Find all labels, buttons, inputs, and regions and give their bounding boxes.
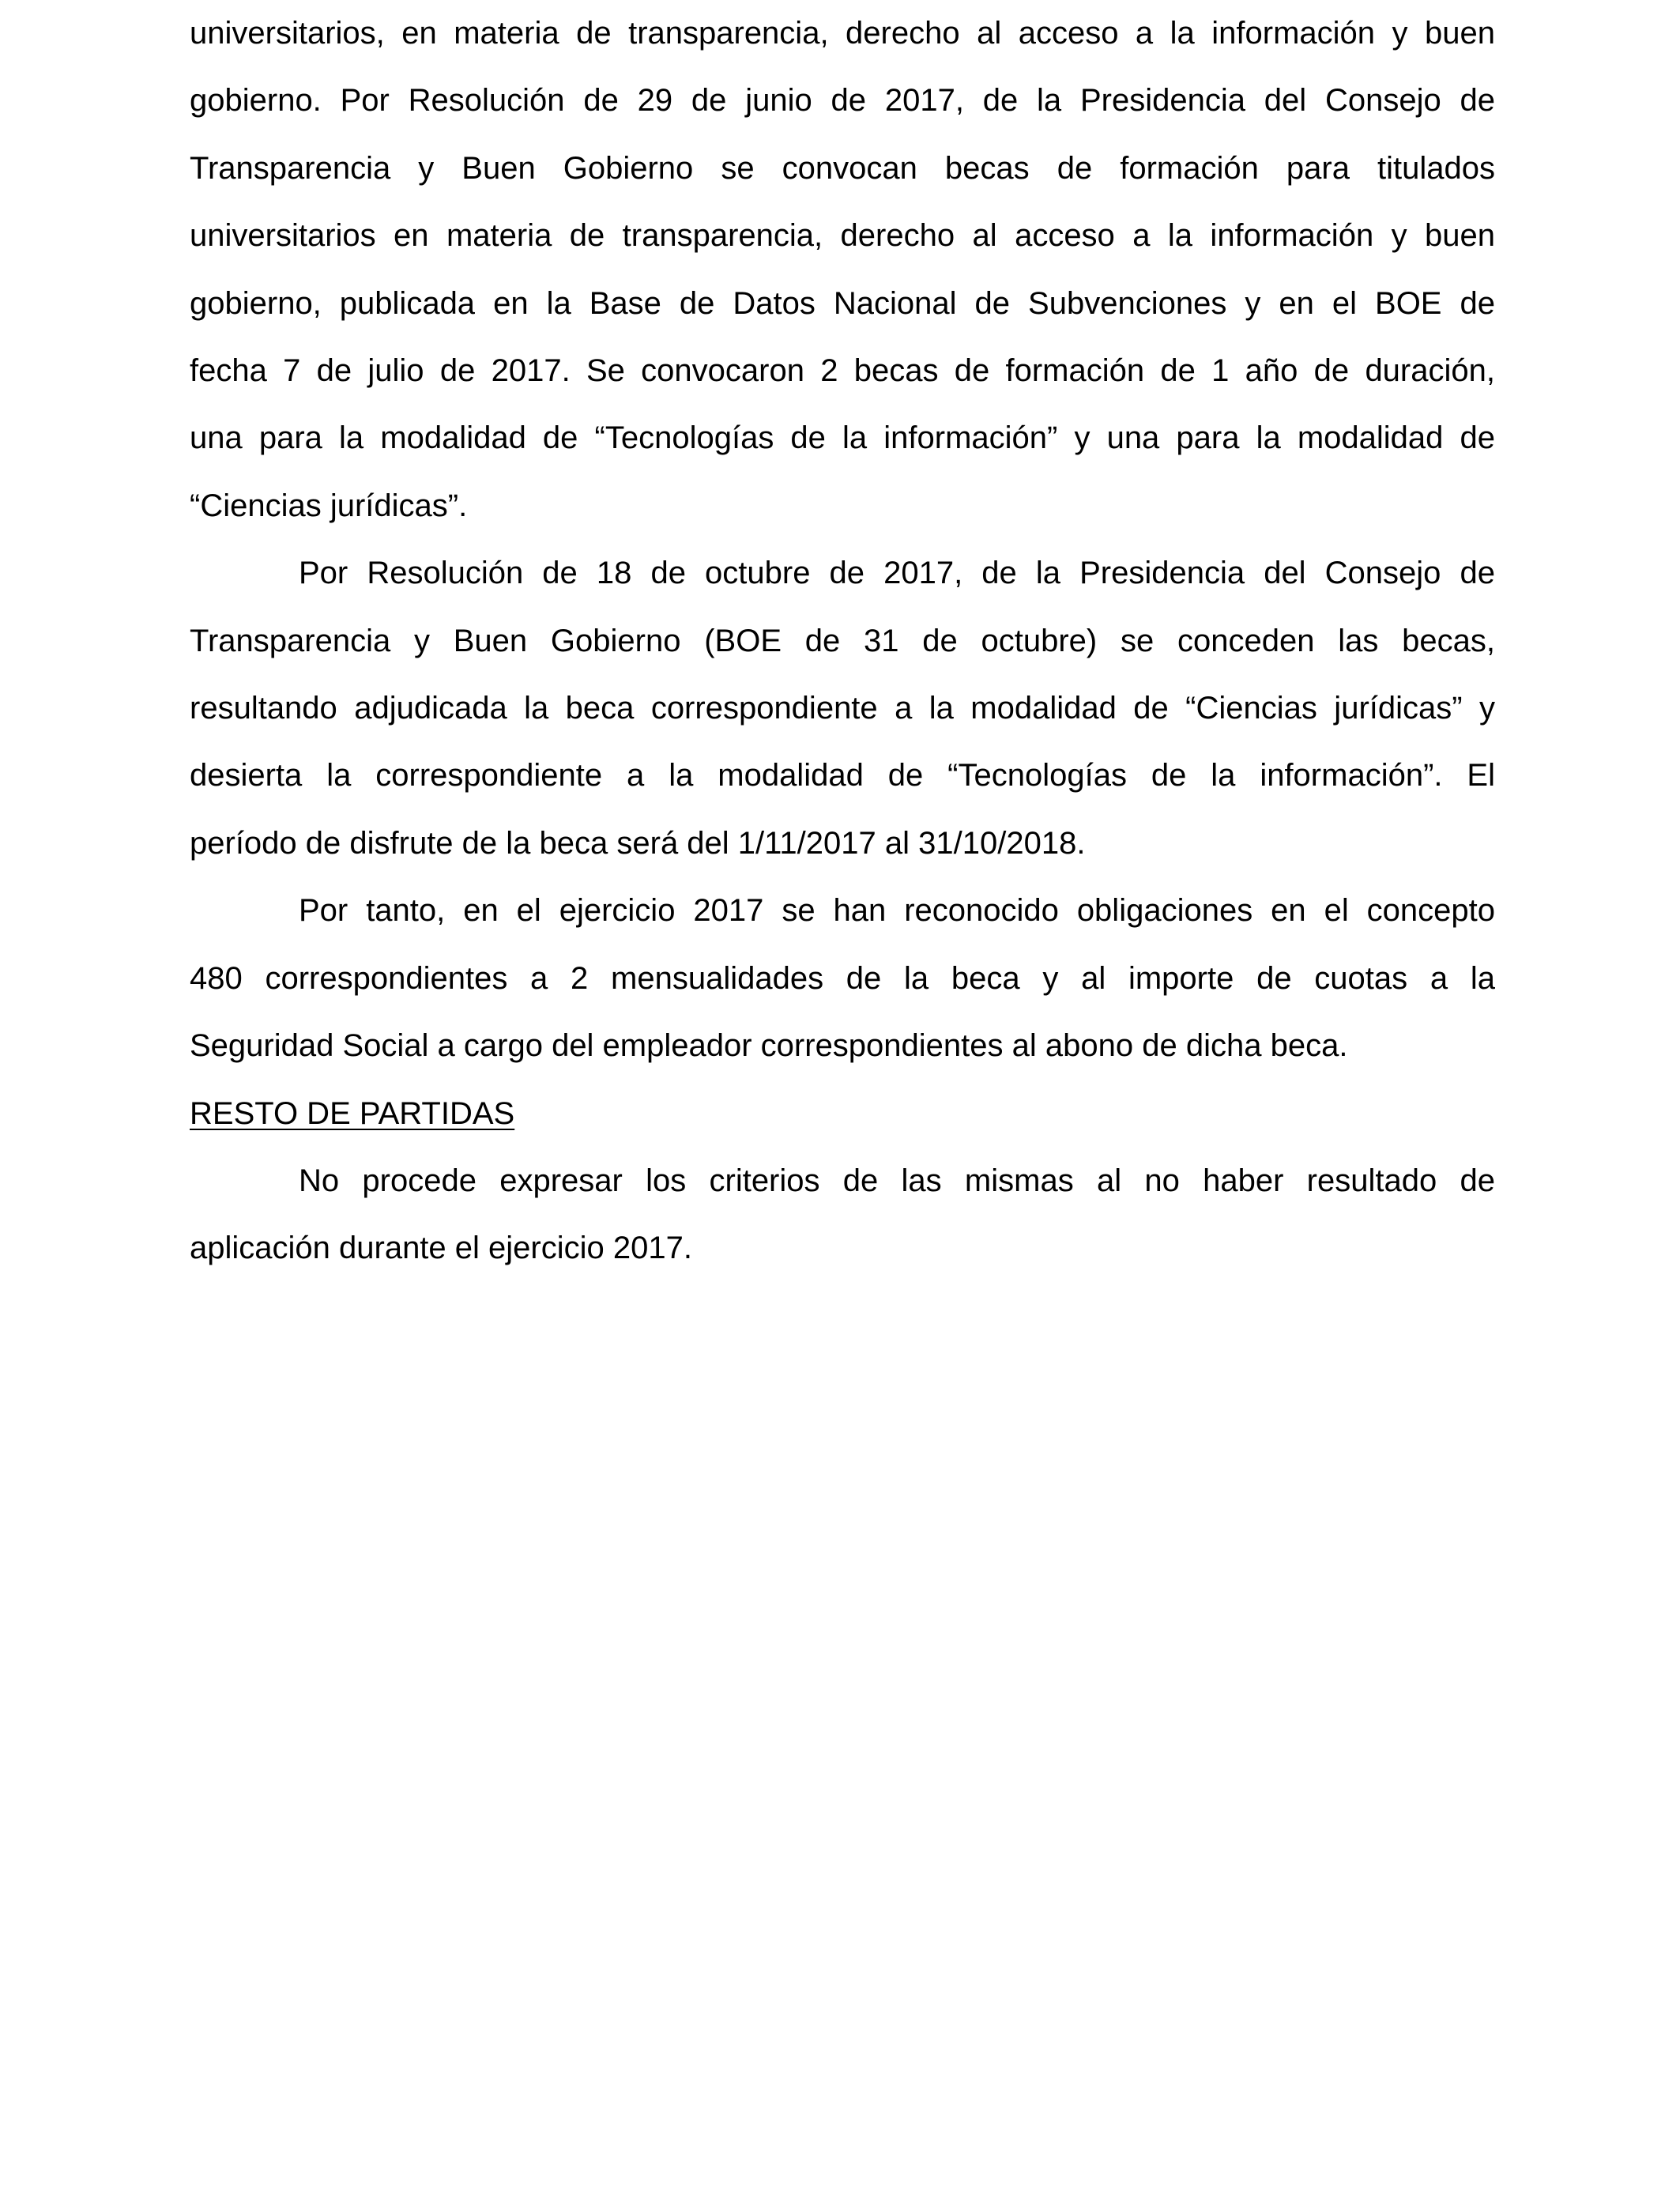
text-line: período de disfrute de la beca será del 1/11/2017 al 31/10/2018.: [190, 825, 1086, 861]
text-line: 480 correspondientes a 2 mensualidades de la beca y al importe de cuotas a la: [190, 960, 1495, 996]
text-line: Transparencia y Buen Gobierno (BOE de 31 de octubre) se conceden las becas,: [190, 623, 1495, 658]
paragraph-resto-partidas: [190, 1148, 1495, 1283]
text-line: fecha 7 de julio de 2017. Se convocaron 2 becas de formación de 1 año de duración,: [190, 353, 1495, 389]
text-line: gobierno, publicada en la Base de Datos Nacional de Subvenciones y en el BOE de: [190, 285, 1495, 321]
text-line: aplicación durante el ejercicio 2017.: [190, 1231, 692, 1266]
text-line: universitarios, en materia de transparencia, derecho al acceso a la información y buen: [190, 16, 1495, 51]
text-line: No procede expresar los criterios de las mismas al no haber resultado de: [299, 1163, 1495, 1198]
paragraph-becas-concesion: [190, 540, 1495, 877]
document-body: [190, 0, 1495, 1283]
text-line: “Ciencias jurídicas”.: [190, 488, 468, 523]
section-heading-resto-de-partidas: RESTO DE PARTIDAS: [190, 1095, 515, 1131]
text-line: universitarios en materia de transparencia, derecho al acceso a la información y buen: [190, 218, 1495, 254]
paragraph-becas-convocatoria: [190, 0, 1495, 540]
text-line: Por tanto, en el ejercicio 2017 se han reconocido obligaciones en el concepto: [299, 893, 1495, 929]
text-line: una para la modalidad de “Tecnologías de la información” y una para la modalidad de: [190, 420, 1495, 456]
text-line: gobierno. Por Resolución de 29 de junio de 2017, de la Presidencia del Consejo de: [190, 83, 1495, 119]
text-line: resultando adjudicada la beca correspondiente a la modalidad de “Ciencias jurídicas” y: [190, 691, 1495, 726]
paragraph-obligaciones: [190, 877, 1495, 1080]
text-line: desierta la correspondiente a la modalidad de “Tecnologías de la información”. El: [190, 758, 1495, 794]
text-line: Transparencia y Buen Gobierno se convocan becas de formación para titulados: [190, 150, 1495, 186]
text-line: Seguridad Social a cargo del empleador correspondientes al abono de dicha beca.: [190, 1028, 1348, 1064]
text-line: Por Resolución de 18 de octubre de 2017, de la Presidencia del Consejo de: [299, 556, 1495, 591]
